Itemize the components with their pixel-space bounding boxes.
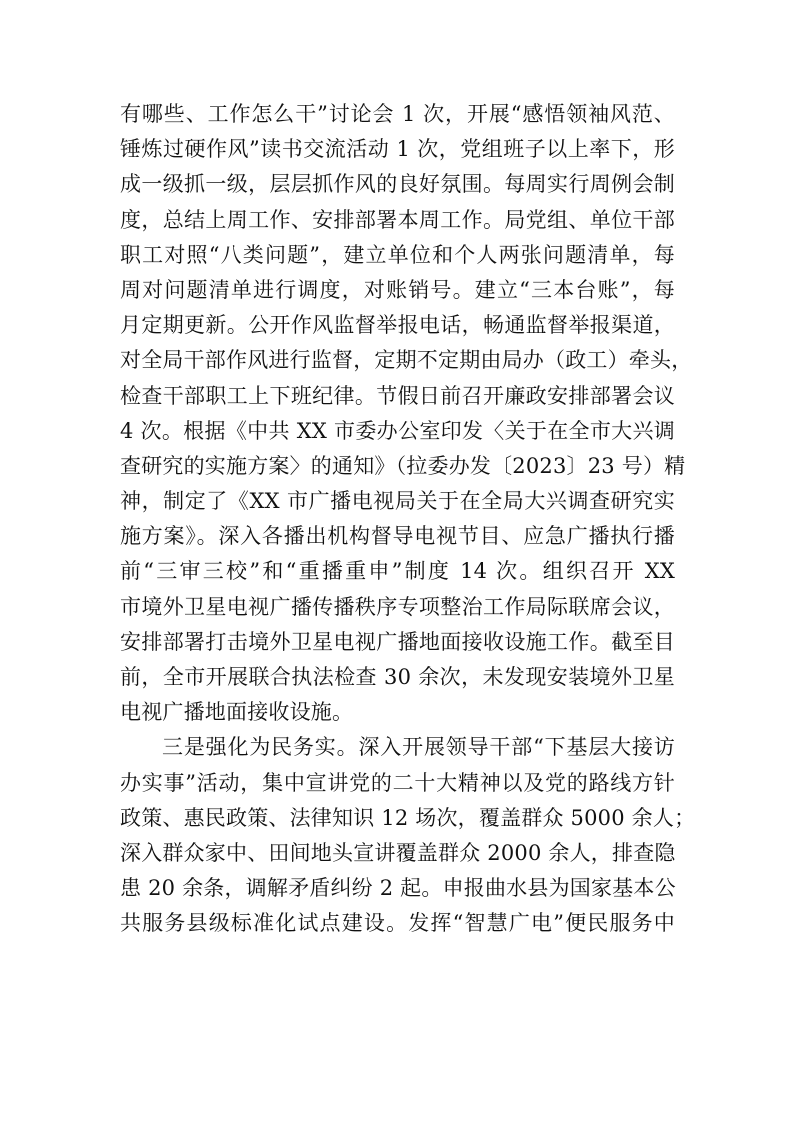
text-line: 对全局干部作风进行监督，定期不定期由局办（政工）牵头，	[120, 348, 693, 373]
text-line: 市境外卫星电视广播传播秩序专项整治工作局际联席会议，	[120, 594, 675, 619]
text-line: 办实事”活动，集中宣讲党的二十大精神以及党的路线方针	[120, 770, 675, 795]
text-line: 电视广播地面接收设施。	[120, 700, 354, 725]
text-line: 成一级抓一级，层层抓作风的良好氛围。每周实行周例会制	[120, 172, 675, 197]
text-line: 三是强化为民务实。深入开展领导干部“下基层大接访	[162, 735, 675, 760]
text-line: 深入群众家中、田间地头宣讲覆盖群众 2000 余人，排查隐	[120, 840, 676, 865]
text-line: 度，总结上周工作、安排部署本周工作。局党组、单位干部	[120, 207, 675, 232]
text-line: 患 20 余条，调解矛盾纠纷 2 起。申报曲水县为国家基本公	[120, 876, 676, 901]
text-line: 神，制定了《XX 市广播电视局关于在全局大兴调查研究实	[120, 489, 675, 514]
text-line: 锤炼过硬作风”读书交流活动 1 次，党组班子以上率下，形	[120, 137, 675, 162]
text-line: 有哪些、工作怎么干”讨论会 1 次，开展“感悟领袖风范、	[120, 102, 675, 126]
text-line: 职工对照“八类问题”，建立单位和个人两张问题清单，每	[120, 242, 675, 267]
document-body	[120, 97, 696, 942]
text-line: 前，全市开展联合执法检查 30 余次，未发现安装境外卫星	[120, 665, 675, 689]
text-line: 检查干部职工上下班纪律。节假日前召开廉政安排部署会议	[120, 383, 675, 408]
text-line: 周对问题清单进行调度，对账销号。建立“三本台账”，每	[120, 277, 675, 302]
text-line: 查研究的实施方案〉的通知》（拉委办发〔2023〕23 号）精	[120, 453, 686, 478]
text-line: 4 次。根据《中共 XX 市委办公室印发〈关于在全市大兴调	[120, 418, 675, 443]
text-line: 前“三审三校”和“重播重申”制度 14 次。组织召开 XX	[120, 559, 675, 584]
paragraph-serve-people	[120, 730, 696, 941]
text-line: 施方案》。深入各播出机构督导电视节目、应急广播执行播	[120, 524, 675, 549]
text-line: 政策、惠民政策、法律知识 12 场次，覆盖群众 5000 余人；	[120, 805, 696, 830]
text-line: 安排部署打击境外卫星电视广播地面接收设施工作。截至目	[120, 629, 675, 654]
text-line: 共服务县级标准化试点建设。发挥“智慧广电”便民服务中	[120, 911, 675, 936]
paragraph-work-style	[120, 97, 693, 730]
text-line: 月定期更新。公开作风监督举报电话，畅通监督举报渠道，	[120, 313, 675, 338]
